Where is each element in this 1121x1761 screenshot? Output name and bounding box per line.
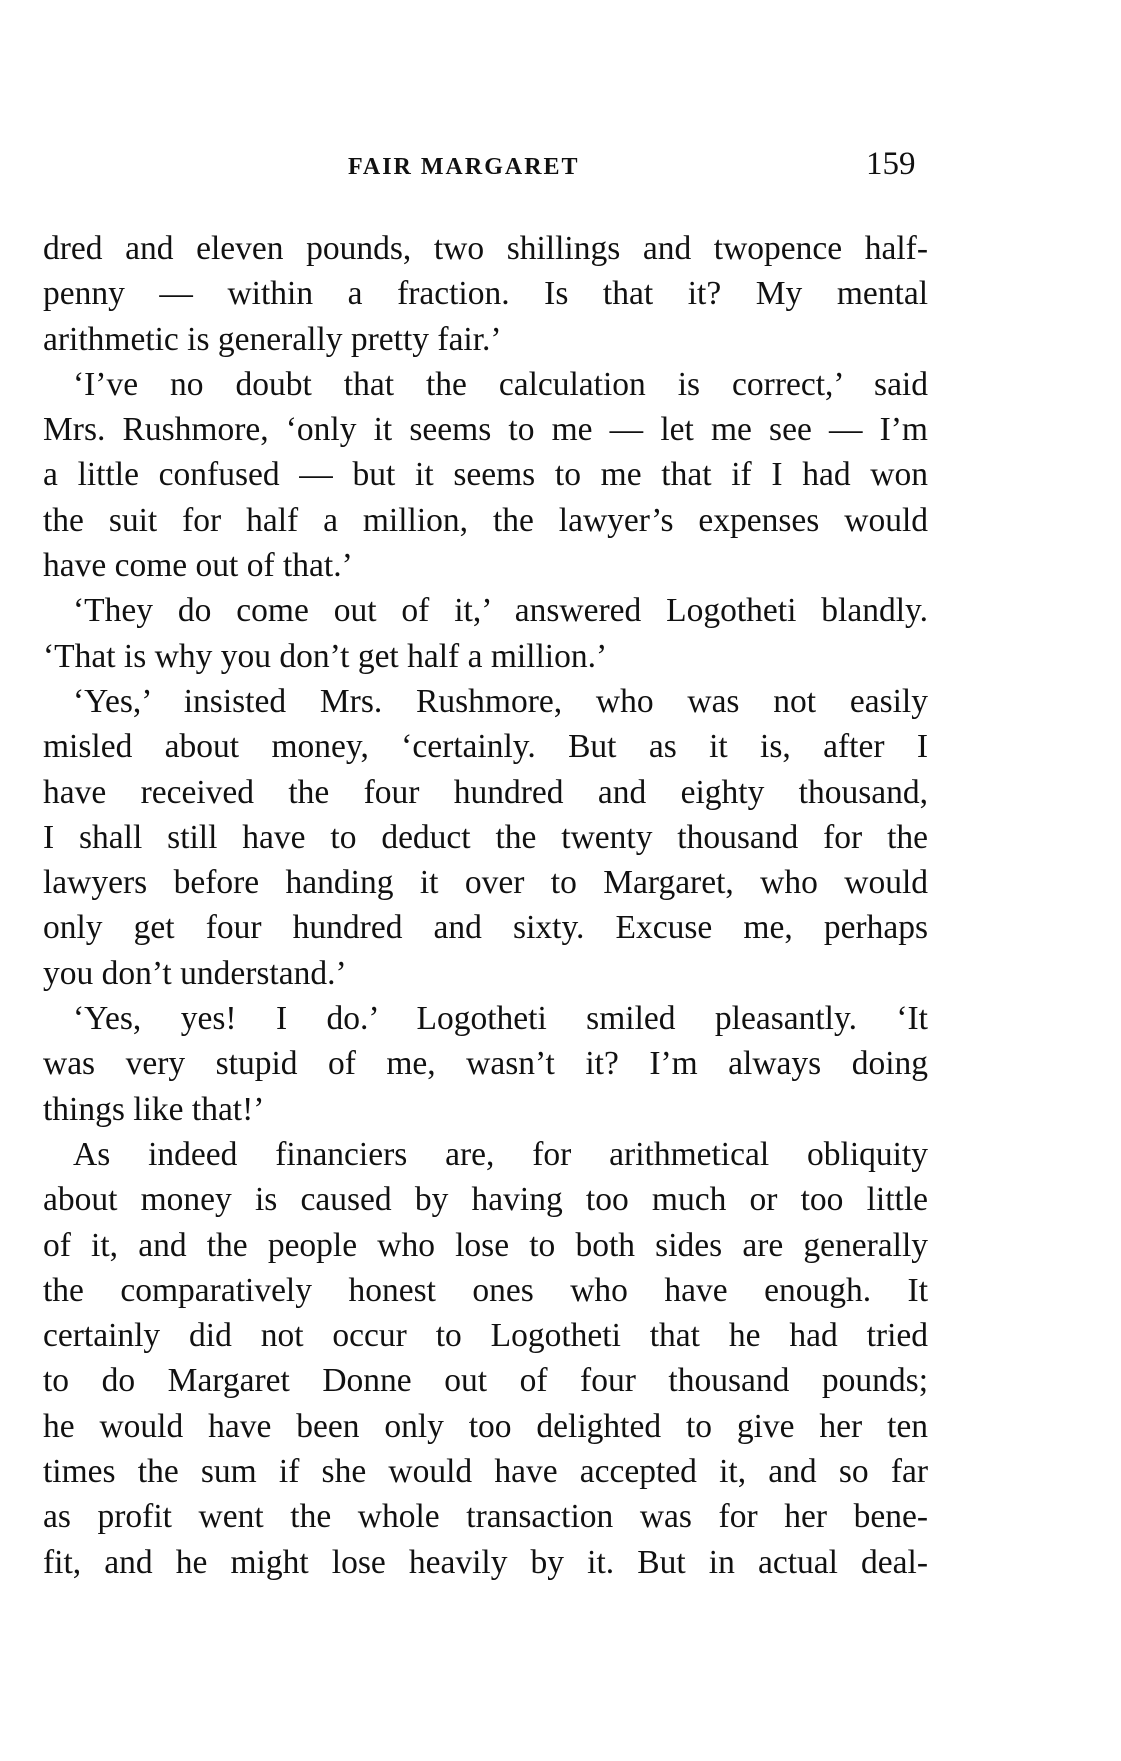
text-line: ‘Yes,’ insisted Mrs. Rushmore, who was not easily xyxy=(73,682,928,720)
text-line: I shall still have to deduct the twenty thousand for the xyxy=(43,818,928,856)
text-line: he would have been only too delighted to give her ten xyxy=(43,1407,928,1445)
text-line: you don’t understand.’ xyxy=(43,954,347,992)
text-line: ‘Yes, yes! I do.’ Logotheti smiled pleasantly. ‘It xyxy=(73,1000,928,1038)
text-line: fit, and he might lose heavily by it. But in actual deal- xyxy=(43,1543,928,1581)
running-title: FAIR MARGARET xyxy=(348,154,580,180)
text-line: dred and eleven pounds, two shillings and twopence half- xyxy=(43,230,928,267)
text-line: times the sum if she would have accepted it, and so far xyxy=(43,1453,928,1491)
text-line: ‘I’ve no doubt that the calculation is correct,’ said xyxy=(73,365,928,403)
text-line: have received the four hundred and eighty thousand, xyxy=(43,773,928,811)
text-line: ‘They do come out of it,’ answered Logotheti blandly. xyxy=(73,592,928,630)
page-number: 159 xyxy=(866,146,916,182)
text-line: arithmetic is generally pretty fair.’ xyxy=(43,320,502,358)
text-line: the comparatively honest ones who have enough. It xyxy=(43,1271,928,1309)
text-line: ‘That is why you don’t get half a million.’ xyxy=(43,637,608,675)
text-line: as profit went the whole transaction was for her bene- xyxy=(43,1498,928,1536)
text-line: misled about money, ‘certainly. But as it is, after I xyxy=(43,728,928,766)
text-line: only get four hundred and sixty. Excuse me, perhaps xyxy=(43,909,928,947)
text-line: of it, and the people who lose to both sides are generally xyxy=(43,1226,928,1264)
text-line: was very stupid of me, wasn’t it? I’m always doing xyxy=(43,1045,928,1083)
text-line: lawyers before handing it over to Margaret, who would xyxy=(43,864,928,902)
text-line: certainly did not occur to Logotheti that he had tried xyxy=(43,1317,928,1355)
text-line: penny — within a fraction. Is that it? My mental xyxy=(43,275,928,313)
text-line: As indeed financiers are, for arithmetical obliquity xyxy=(73,1135,928,1173)
text-line: Mrs. Rushmore, ‘only it seems to me — let me see — I’m xyxy=(43,411,928,449)
running-head xyxy=(0,146,1121,186)
text-line: the suit for half a million, the lawyer’s expenses would xyxy=(43,501,928,539)
text-line: things like that!’ xyxy=(43,1090,265,1128)
text-line: a little confused — but it seems to me that if I had won xyxy=(43,456,928,494)
text-line: about money is caused by having too much or too little xyxy=(43,1181,928,1219)
text-line: to do Margaret Donne out of four thousand pounds; xyxy=(43,1362,928,1400)
body-text xyxy=(43,226,928,1585)
text-line: have come out of that.’ xyxy=(43,547,353,585)
